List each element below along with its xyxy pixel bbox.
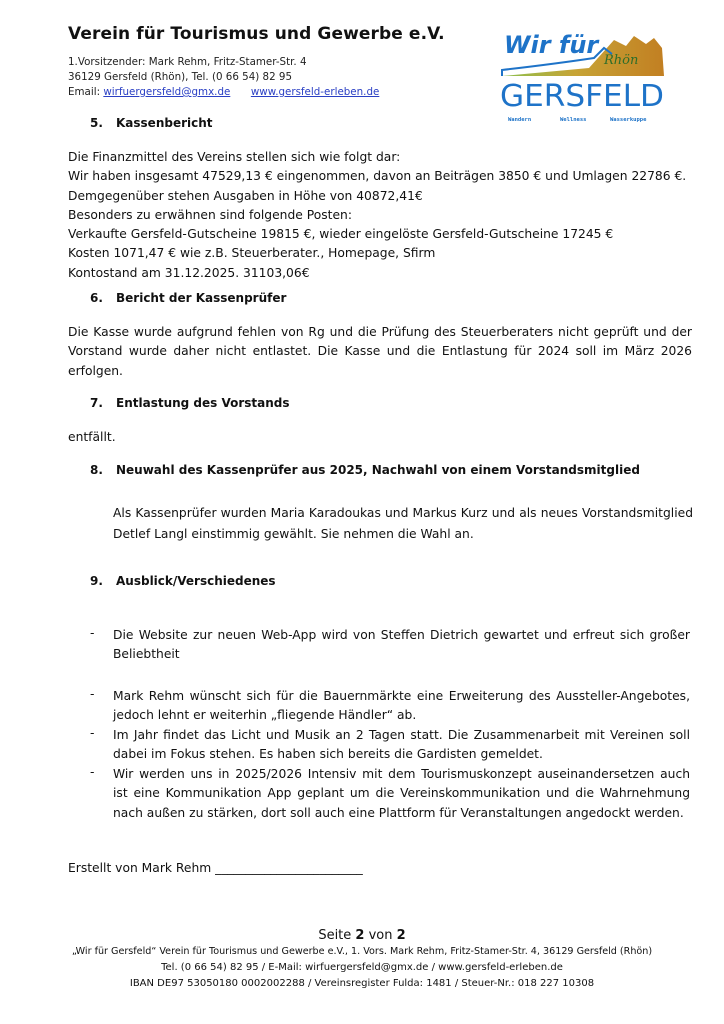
section-title: Ausblick/Verschiedenes xyxy=(116,574,276,588)
section-number: 7. xyxy=(90,396,103,410)
section-7-heading xyxy=(90,396,290,410)
page-current: 2 xyxy=(355,928,365,943)
footer-line-3: IBAN DE97 53050180 0002002288 / Vereinsregister Fulda: 1481 / Steuer-Nr.: 018 227 10308 xyxy=(129,978,595,989)
section-5-heading xyxy=(90,116,213,130)
section-5-body xyxy=(68,148,686,283)
address-line: 36129 Gersfeld (Rhön), Tel. (0 66 54) 82 95 xyxy=(68,71,293,83)
vouchers-line: Verkaufte Gersfeld-Gutscheine 19815 €, wieder eingelöste Gersfeld-Gutscheine 17245 € xyxy=(68,227,614,242)
finance-intro: Die Finanzmittel des Vereins stellen sich wie folgt dar: xyxy=(68,150,401,164)
bullet-marker: - xyxy=(90,626,95,640)
section-9-heading xyxy=(90,574,276,588)
contact-line xyxy=(68,86,379,98)
website-link[interactable]: www.gersfeld-erleben.de xyxy=(250,86,380,98)
page-prefix: Seite xyxy=(318,928,352,943)
section-number: 9. xyxy=(90,574,103,588)
signature-text: Erstellt von Mark Rehm xyxy=(68,861,212,875)
chair-line: 1.Vorsitzender: Mark Rehm, Fritz-Stamer-Str. 4 xyxy=(68,56,307,68)
svg-text:Wandern: Wandern xyxy=(508,117,532,123)
costs-line: Kosten 1071,47 € wie z.B. Steuerberater., Homepage, Sfirm xyxy=(68,246,436,261)
gersfeld-logo xyxy=(494,18,670,128)
bullet-marker: - xyxy=(90,765,95,779)
organization-name: Verein für Tourismus und Gewerbe e.V. xyxy=(68,24,445,44)
svg-text:GERSFELD: GERSFELD xyxy=(500,79,664,114)
outlook-item-website: Die Website zur neuen Web-App wird von Steffen Dietrich gewartet und erfreut sich großer Beliebtheit xyxy=(113,628,690,662)
signature-line xyxy=(68,859,363,878)
page-number xyxy=(0,928,724,943)
outlook-item-light-music: Im Jahr findet das Licht und Musik an 2 Tagen statt. Die Zusammenarbeit mit Vereinen soll dabei im Fokus stehen. Es haben sich bereits die Gardisten gemeldet. xyxy=(113,728,690,762)
section-title: Entlastung des Vorstands xyxy=(116,396,290,410)
section-8-heading xyxy=(90,463,640,477)
notable-items-line: Besonders zu erwähnen sind folgende Posten: xyxy=(68,207,352,222)
page-mid: von xyxy=(368,928,393,943)
footer-line-1: „Wir für Gersfeld“ Verein für Tourismus und Gewerbe e.V., 1. Vors. Mark Rehm, Fritz-Stamer-Str. 4, 36129 Gersfeld (Rhön) xyxy=(71,946,653,957)
signature-blank: ________________________ xyxy=(215,861,363,875)
section-title: Neuwahl des Kassenprüfer aus 2025, Nachwahl von einem Vorstandsmitglied xyxy=(116,463,640,477)
email-link[interactable]: wirfuergersfeld@gmx.de xyxy=(103,86,231,98)
section-number: 8. xyxy=(90,463,103,477)
section-6-heading xyxy=(90,291,286,305)
email-label: Email: xyxy=(68,86,101,98)
logo-graphic xyxy=(494,18,670,128)
balance-line: Kontostand am 31.12.2025. 31103,06€ xyxy=(68,265,310,280)
section-number: 5. xyxy=(90,116,103,130)
outlook-item-farmers-market: Mark Rehm wünscht sich für die Bauernmärkte eine Erweiterung des Aussteller-Angebotes, jedoch lehnt er weiterhin „fliegende Händler“ ab. xyxy=(113,689,690,723)
footer-line-2: Tel. (0 66 54) 82 95 / E-Mail: wirfuergersfeld@gmx.de / www.gersfeld-erleben.de xyxy=(161,962,563,973)
svg-text:Wir für: Wir für xyxy=(504,31,599,59)
expenses-line: Demgegenüber stehen Ausgaben in Höhe von 40872,41€ xyxy=(68,188,423,203)
page-total: 2 xyxy=(396,928,406,943)
outlook-item-tourism-concept: Wir werden uns in 2025/2026 Intensiv mit dem Tourismuskonzept auseinandersetzen auch ist eine Kommunikation App geplant um die Vereinskommunikation und die Wahrnehmung nach außen zu stärken, dort soll auch eine Plattform für Veranstaltungen angedockt werden. xyxy=(113,767,690,820)
section-6-text: Die Kasse wurde aufgrund fehlen von Rg und die Prüfung des Steuerberaters nicht geprüft und der Vorstand wurde daher nicht entlastet. Die Kasse und die Entlastung für 2024 soll im März 2026 erfolgen. xyxy=(68,325,692,378)
section-number: 6. xyxy=(90,291,103,305)
bullet-marker: - xyxy=(90,726,95,740)
svg-text:Rhön: Rhön xyxy=(604,53,639,68)
income-line: Wir haben insgesamt 47529,13 € eingenommen, davon an Beiträgen 3850 € und Umlagen 22786 €. xyxy=(68,169,687,184)
section-8-text: Als Kassenprüfer wurden Maria Karadoukas und Markus Kurz und als neues Vorstandsmitglied Detlef Langl einstimmig gewählt. Sie nehmen die Wahl an. xyxy=(113,506,693,541)
section-7-text: entfällt. xyxy=(68,430,116,444)
svg-text:Wasserkuppe: Wasserkuppe xyxy=(610,117,647,123)
section-title: Kassenbericht xyxy=(116,116,213,130)
section-title: Bericht der Kassenprüfer xyxy=(116,291,287,305)
bullet-marker: - xyxy=(90,687,95,701)
svg-text:Wellness: Wellness xyxy=(560,117,587,123)
